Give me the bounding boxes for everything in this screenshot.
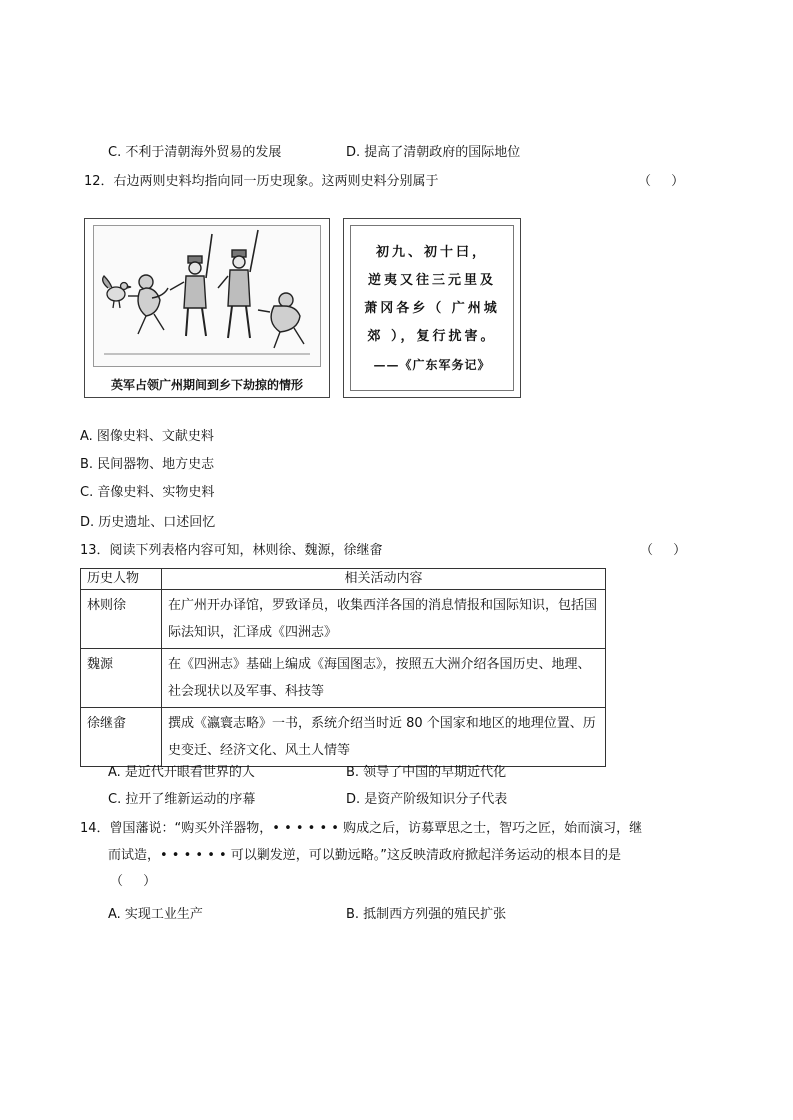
q13-answer-paren: （ ） xyxy=(640,543,695,558)
table-cell-content: 撰成《瀛寰志略》一书，系统介绍当时近 80 个国家和地区的地理位置、历史变迁、经济文化、风土人情等 xyxy=(162,708,606,767)
q13-option-a: A. 是近代开眼看世界的人 xyxy=(108,765,255,780)
table-cell-name: 林则徐 xyxy=(81,590,162,649)
table-row xyxy=(81,590,606,649)
q14-stem-line-2: 而试造，• • • • • • 可以剿发逆，可以勤远略。”这反映清政府掀起洋务运动的根本目的是 xyxy=(108,848,622,863)
q13-option-b: B. 领导了中国的早期近代化 xyxy=(346,765,507,780)
table-row xyxy=(81,649,606,708)
table-cell-content: 在《四洲志》基础上编成《海国图志》，按照五大洲介绍各国历史、地理、社会现状以及军事、科技等 xyxy=(162,649,606,708)
q13-option-d: D. 是资产阶级知识分子代表 xyxy=(346,792,508,807)
table-header: 历史人物 xyxy=(81,569,162,590)
q12-figure-document xyxy=(343,218,521,398)
table-cell-content: 在广州开办译馆，罗致译员，收集西洋各国的消息情报和国际知识，包括国际法知识，汇译成《四洲志》 xyxy=(162,590,606,649)
table-row xyxy=(81,708,606,767)
table-cell-name: 徐继畲 xyxy=(81,708,162,767)
document-line: 初九、初十曰， xyxy=(375,245,488,260)
document-line: 郊 ），复行扰害。 xyxy=(367,329,497,344)
q14-option-b: B. 抵制西方列强的殖民扩张 xyxy=(346,907,507,922)
document-line: 逆夷又往三元里及 xyxy=(367,273,496,288)
q12-option-b: B. 民间器物、地方史志 xyxy=(80,457,215,472)
q11-option-d: D. 提高了清朝政府的国际地位 xyxy=(346,145,521,160)
document-excerpt-frame xyxy=(350,225,514,391)
historical-figures-table xyxy=(80,568,606,767)
document-line: 萧冈各乡（ 广州城 xyxy=(364,301,500,316)
table-header-row xyxy=(81,569,606,590)
document-source: ——《广东军务记》 xyxy=(373,358,491,372)
q12-stem: 12．右边两则史料均指向同一历史现象。这两则史料分别属于 xyxy=(84,174,439,189)
q14-option-a: A. 实现工业生产 xyxy=(108,907,203,922)
table-header: 相关活动内容 xyxy=(162,569,606,590)
q12-answer-paren: （ ） xyxy=(638,174,693,189)
looting-cartoon-image xyxy=(93,225,321,367)
q12-option-d: D. 历史遗址、口述回忆 xyxy=(80,515,216,530)
q13-option-c: C. 拉开了维新运动的序幕 xyxy=(108,792,256,807)
q14-answer-paren: （ ） xyxy=(110,874,165,889)
table-cell-name: 魏源 xyxy=(81,649,162,708)
q12-option-a: A. 图像史料、文献史料 xyxy=(80,429,214,444)
q11-option-c: C. 不利于清朝海外贸易的发展 xyxy=(108,145,282,160)
q14-stem-line-1: 14．曾国藩说：“购买外洋器物，• • • • • • 购成之后，访募覃思之士，智巧之匠，始而演习，继 xyxy=(80,821,643,836)
q12-figure-cartoon xyxy=(84,218,330,398)
cartoon-caption: 英军占领广州期间到乡下劫掠的情形 xyxy=(110,378,303,392)
q13-stem: 13．阅读下列表格内容可知，林则徐、魏源，徐继畲 xyxy=(80,543,383,558)
q12-option-c: C. 音像史料、实物史料 xyxy=(80,485,215,500)
